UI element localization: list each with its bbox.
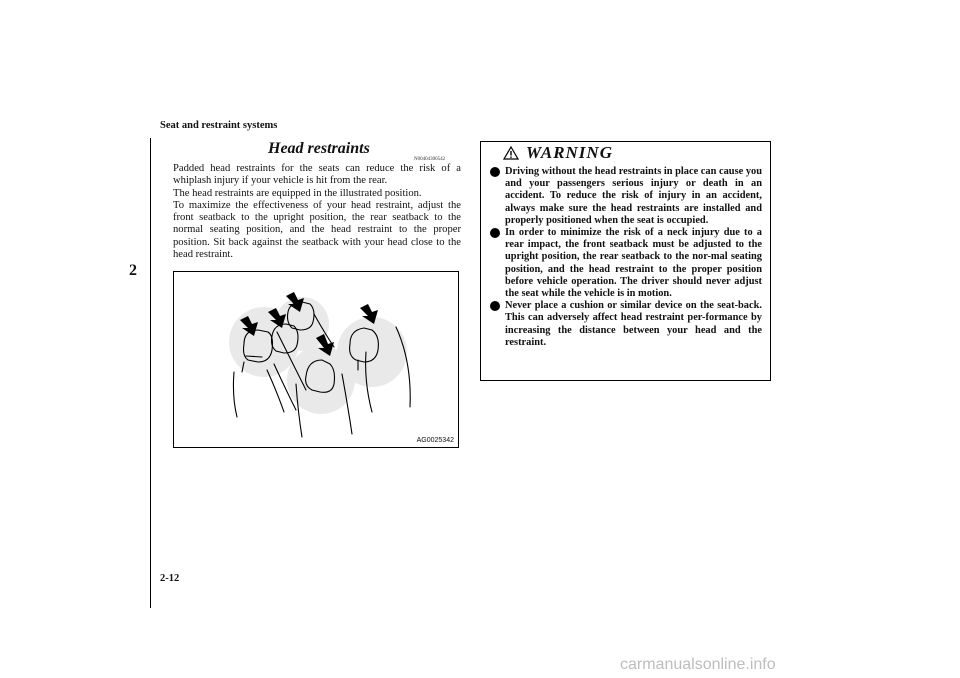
watermark[interactable]: carmanualsonline.info [620, 656, 776, 673]
paragraph: Padded head restraints for the seats can reduce the risk of a whiplash injury if your vehicle is hit from the rear. [173, 163, 461, 187]
paragraph: The head restraints are equipped in the illustrated position. [173, 187, 422, 199]
warning-triangle-icon [503, 146, 519, 160]
reference-code: N00404300542 [414, 157, 446, 162]
chapter-tab-bar [150, 138, 151, 608]
figure-code: AG0025342 [416, 437, 454, 444]
bullet-icon [490, 167, 500, 177]
section-heading: Head restraints [268, 140, 370, 157]
warning-box [480, 141, 771, 381]
bullet-icon [490, 301, 500, 311]
head-restraints-illustration [174, 272, 459, 448]
warning-text: Never place a cushion or similar device on the seat-back. This can adversely affect head restraint per-formance by increasing the distance between your head and the restraint. [505, 300, 762, 348]
chapter-number: 2 [129, 262, 137, 279]
section-title: Seat and restraint systems [160, 120, 278, 131]
warning-list [490, 166, 762, 349]
paragraph: To maximize the effectiveness of your head restraint, adjust the front seatback to the upright position, the rear seatback to the normal seating position, and the head restraint to the proper position. Sit back against the seatback with your head close to the head restraint. [173, 199, 461, 261]
warning-text: In order to minimize the risk of a neck injury due to a rear impact, the front seatback must be adjusted to the upright position, the rear seatback to the nor-mal seating position, and the head restraint to the proper position before vehicle operation. The driver should never adjust the seat while the vehicle is in motion. [505, 227, 762, 300]
list-item [490, 166, 762, 227]
list-item [490, 227, 762, 300]
page-number: 2-12 [160, 573, 180, 584]
warning-title: WARNING [526, 143, 613, 162]
head-restraints-figure [173, 271, 459, 448]
warning-text: Driving without the head restraints in place can cause you and your passengers serious injury or death in an accident. To reduce the risk of injury in an accident, always make sure the head restraints are installed and properly positioned when the seat is occupied. [505, 166, 762, 226]
bullet-icon [490, 228, 500, 238]
list-item [490, 300, 762, 349]
warning-header [490, 142, 762, 164]
body-text [173, 163, 461, 261]
